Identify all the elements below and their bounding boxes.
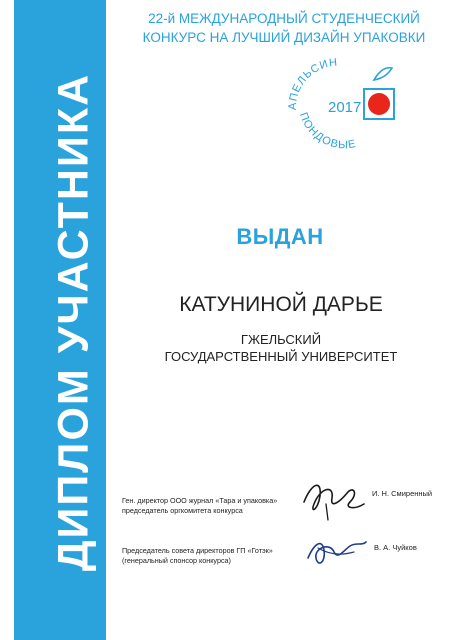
recipient-name: КАТУНИНОЙ ДАРЬЕ [179, 293, 383, 316]
issued-label: ВЫДАН [236, 224, 324, 249]
signatory-2-role [122, 546, 273, 565]
orange-dot-icon [368, 93, 390, 115]
signature-2 [304, 528, 370, 574]
signatory-2-role-line1: Председатель совета директоров ГП «Готэк» [122, 546, 273, 555]
signatory-2-name: В. А. Чуйков [374, 543, 417, 552]
leaf-icon [374, 68, 392, 80]
diploma-title: ДИПЛОМ УЧАСТНИКА [49, 72, 98, 572]
logo-arc-top: АПЕЛЬСИН [286, 56, 339, 111]
contest-title [120, 9, 448, 47]
signatory-1-role-line1: Ген. директор ООО журнал «Тара и упаковка» [122, 496, 278, 505]
contest-logo [278, 50, 418, 160]
institution-line1: ГЖЕЛЬСКИЙ [240, 332, 322, 347]
contest-title-line1: 22-й МЕЖДУНАРОДНЫЙ СТУДЕНЧЕСКИЙ [148, 11, 420, 26]
contest-title-line2: КОНКУРС НА ЛУЧШИЙ ДИЗАЙН УПАКОВКИ [142, 30, 426, 45]
signature-1 [298, 474, 368, 524]
institution-line2: ГОСУДАРСТВЕННЫЙ УНИВЕРСИТЕТ [164, 349, 398, 364]
logo-year: 2017 [328, 99, 362, 116]
signatory-1-role [122, 496, 277, 515]
logo-arc-bottom: ПОНДОВЫЕ [296, 110, 358, 152]
signatory-2-role-line2: (генеральный спонсор конкурса) [122, 555, 231, 565]
signatory-1-name: И. Н. Смиренный [372, 489, 433, 498]
sidebar-band [14, 0, 106, 640]
institution-name [120, 331, 442, 365]
signatory-1-role-line2: председатель оргкомитета конкурса [122, 505, 243, 515]
